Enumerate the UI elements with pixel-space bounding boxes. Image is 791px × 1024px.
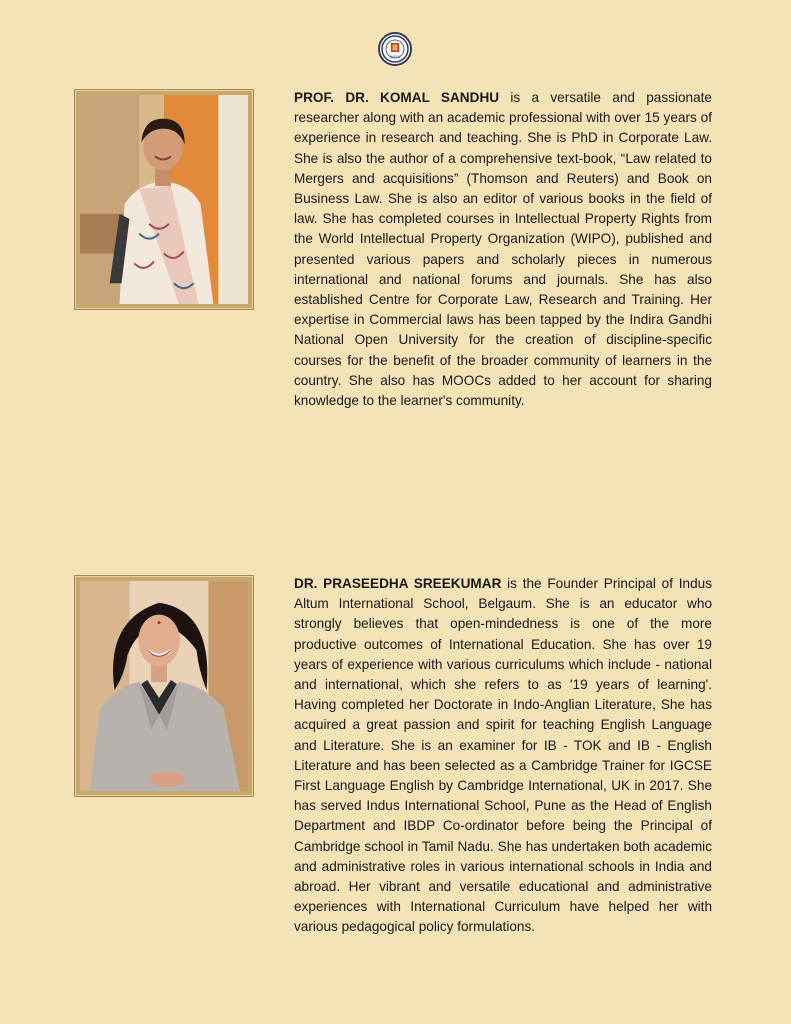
profile-photo-frame-1 [74, 89, 254, 310]
profile-photo-komal-sandhu [80, 95, 248, 304]
profile-photo-frame-2 [74, 575, 254, 797]
seal-text: INDIA [390, 55, 400, 59]
profile-bio-text-2: is the Founder Principal of Indus Altum International School, Belgaum. She is an educator who strongly believes that open-mindedness is one of the more productive outcomes of International Education. She has over 19 years of experience with various curriculums which include - national and international, which she refers to as '19 years of learning'. Having completed her Doctorate in Indo-Anglian Literature, She has acquired a great passion and spirit for teaching English Language and Literature. She is an examiner for IB - TOK and IB - English Literature and has been selected as a Cambridge Trainer for IGCSE First Language English by Cambridge International, UK in 2017. She has served Indus International School, Pune as the Head of English Department and IBDP Co-ordinator before being the Principal of Cambridge school in Tamil Nadu. She has undertaken both academic and administrative roles in various international schools in India and abroad. Her vibrant and versatile educational and administrative experiences with International Curriculum have helped her with various pedagogical policy formulations. [294, 576, 713, 935]
profile-bio-2 [294, 574, 712, 938]
profile-name-2: DR. PRASEEDHA SREEKUMAR [294, 576, 502, 591]
profile-name-1: PROF. DR. KOMAL SANDHU [294, 90, 500, 105]
institution-seal-icon [378, 32, 412, 66]
profile-bio-1 [294, 88, 712, 411]
profile-photo-praseedha-sreekumar [80, 581, 248, 791]
profile-bio-text-1: is a versatile and passionate researcher along with an academic professional with over 15 years of experience in research and teaching. She is PhD in Corporate Law. She is also the author of a comprehensive text-book, “Law related to Mergers and acquisitions” (Thomson and Reuters) and Book on Business Law. She is also an editor of various books in the field of law. She has completed courses in Intellectual Property Rights from the World Intellectual Property Organization (WIPO), published and presented various papers and scholarly pieces in numerous international and national forums and journals. She has also established Centre for Corporate Law, Research and Training. Her expertise in Commercial laws has been tapped by the Indira Gandhi National Open University for the creation of discipline-specific courses for the benefit of the broader community of learners in the country. She also has MOOCs added to her account for sharing knowledge to the learner's community. [294, 90, 712, 409]
